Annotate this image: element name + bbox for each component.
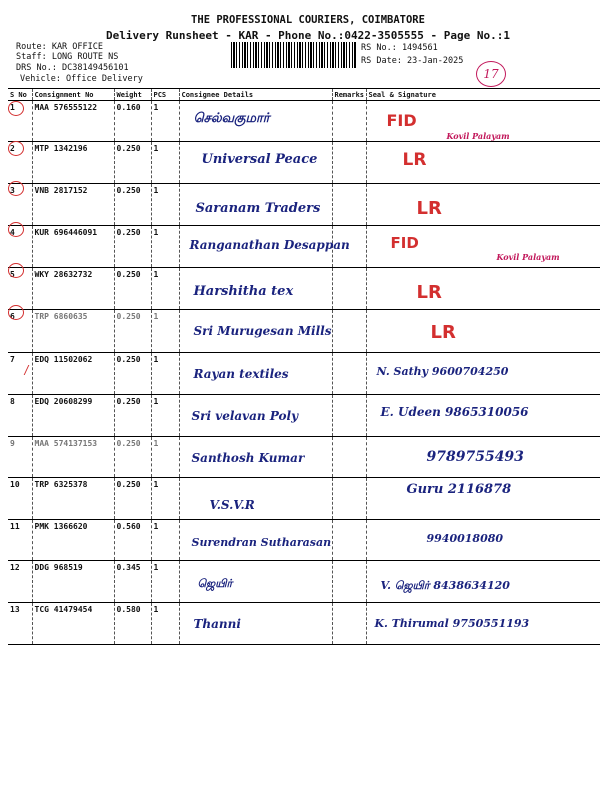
- consignee-handwriting: Surendran Sutharasan: [191, 536, 332, 549]
- col-sno: S No: [8, 89, 32, 101]
- row-pcs: 1: [151, 561, 179, 603]
- row-pcs: 1: [151, 437, 179, 478]
- table-row: [8, 603, 600, 645]
- row-consignee: [179, 353, 332, 395]
- row-seal: [366, 437, 600, 478]
- signature-handwriting: 9789755493: [426, 449, 524, 465]
- row-consignment: DDG 968519: [32, 561, 114, 603]
- runsheet-subtitle: Delivery Runsheet - KAR - Phone No.:0422-3505555 - Page No.:1: [106, 29, 510, 42]
- signature-handwriting: E. Udeen 9865310056: [380, 405, 529, 419]
- red-circle-mark: [8, 101, 24, 116]
- signature-handwriting: V. ஜெயிர் 8438634120: [380, 579, 510, 592]
- row-consignment: EDQ 20608299: [32, 395, 114, 437]
- red-circle-mark: [8, 141, 24, 156]
- row-sno: 9: [8, 437, 32, 478]
- row-consignee: [179, 603, 332, 645]
- row-pcs: 1: [151, 310, 179, 353]
- row-seal: [366, 478, 600, 520]
- row-remarks: [332, 478, 366, 520]
- table-row: [8, 520, 600, 561]
- row-consignment: PMK 1366620: [32, 520, 114, 561]
- drs-number: DRS No.: DC38149456101: [16, 63, 129, 73]
- row-remarks: [332, 437, 366, 478]
- row-weight: 0.250: [114, 353, 151, 395]
- row-weight: 0.580: [114, 603, 151, 645]
- table-header-row: [8, 89, 600, 101]
- table-row: [8, 478, 600, 520]
- route-label: Route: KAR OFFICE: [16, 42, 103, 52]
- row-consignment: TRP 6325378: [32, 478, 114, 520]
- row-seal: [366, 603, 600, 645]
- col-seal: Seal & Signature: [366, 89, 600, 101]
- red-circle-mark: [8, 181, 24, 196]
- row-sno: 2: [8, 142, 32, 184]
- row-sno: 3: [8, 184, 32, 226]
- row-weight: 0.250: [114, 226, 151, 268]
- row-sno: 8: [8, 395, 32, 437]
- table-row: [8, 437, 600, 478]
- row-consignee: [179, 184, 332, 226]
- table-row: [8, 310, 600, 353]
- row-pcs: 1: [151, 478, 179, 520]
- company-title: THE PROFESSIONAL COURIERS, COIMBATORE: [191, 14, 425, 26]
- circled-count: 17: [476, 61, 506, 87]
- row-consignee: [179, 561, 332, 603]
- row-consignee: [179, 268, 332, 310]
- row-pcs: 1: [151, 520, 179, 561]
- row-consignee: [179, 310, 332, 353]
- row-remarks: [332, 101, 366, 142]
- consignee-handwriting: Sri velavan Poly: [191, 409, 299, 423]
- seal-mark: LR: [430, 322, 456, 343]
- consignee-handwriting: V.S.V.R: [209, 498, 255, 512]
- seal-mark: FID: [390, 234, 419, 252]
- consignee-handwriting: Ranganathan Desappan: [189, 238, 350, 252]
- consignee-handwriting: Saranam Traders: [195, 201, 321, 216]
- col-remarks: Remarks: [332, 89, 366, 101]
- red-circle-mark: [8, 305, 24, 320]
- consignee-handwriting: Thanni: [193, 617, 241, 631]
- col-consignee: Consignee Details: [179, 89, 332, 101]
- row-remarks: [332, 268, 366, 310]
- row-consignment: MTP 1342196: [32, 142, 114, 184]
- vehicle-label: Vehicle: Office Delivery: [20, 74, 143, 84]
- row-consignee: [179, 226, 350, 268]
- table-row: [8, 226, 600, 268]
- row-seal: [366, 353, 600, 395]
- row-sno: 13: [8, 603, 32, 645]
- row-seal: [366, 226, 600, 268]
- consignee-handwriting: செல்வகுமார்: [193, 111, 270, 126]
- row-consignee: [179, 520, 332, 561]
- seal-mark: LR: [402, 150, 427, 170]
- row-remarks: [332, 353, 366, 395]
- row-seal: [366, 101, 600, 142]
- row-consignee: [179, 395, 332, 437]
- row-sno: 12: [8, 561, 32, 603]
- signature-handwriting: Guru 2116878: [406, 482, 512, 497]
- consignee-handwriting: Universal Peace: [201, 152, 318, 167]
- col-weight: Weight: [114, 89, 151, 101]
- row-pcs: 1: [151, 142, 179, 184]
- table-row: [8, 395, 600, 437]
- signature-handwriting: K. Thirumal 9750551193: [374, 617, 530, 630]
- consignee-handwriting: Sri Murugesan Mills: [193, 324, 332, 338]
- seal-note: Kovil Palayam: [496, 252, 560, 262]
- row-pcs: 1: [151, 101, 179, 142]
- row-weight: 0.250: [114, 478, 151, 520]
- barcode-image: [231, 42, 357, 68]
- row-remarks: [332, 603, 366, 645]
- row-weight: 0.250: [114, 395, 151, 437]
- row-weight: 0.250: [114, 437, 151, 478]
- row-consignment: EDQ 11502062: [32, 353, 114, 395]
- row-pcs: 1: [151, 603, 179, 645]
- row-sno: 10: [8, 478, 32, 520]
- rs-number: RS No.: 1494561: [361, 43, 438, 53]
- consignee-handwriting: Harshitha tex: [193, 284, 294, 299]
- row-sno: 5: [8, 268, 32, 310]
- row-consignee: [179, 142, 332, 184]
- consignee-handwriting: Rayan textiles: [193, 367, 289, 381]
- row-consignment: MAA 576555122: [32, 101, 114, 142]
- seal-note: Kovil Palayam: [446, 131, 510, 141]
- row-sno: 7: [8, 353, 32, 395]
- row-sno: 1: [8, 101, 32, 142]
- row-consignment: WKY 28632732: [32, 268, 114, 310]
- row-sno: 4: [8, 226, 32, 268]
- row-remarks: [332, 142, 366, 184]
- row-weight: 0.250: [114, 310, 151, 353]
- row-seal: [366, 184, 600, 226]
- table-row: [8, 268, 600, 310]
- seal-mark: FID: [386, 111, 417, 130]
- row-seal: [366, 395, 600, 437]
- row-sno: 6: [8, 310, 32, 353]
- row-pcs: 1: [151, 268, 179, 310]
- seal-mark: LR: [416, 198, 442, 219]
- row-remarks: [332, 184, 366, 226]
- row-sno: 11: [8, 520, 32, 561]
- row-consignment: MAA 574137153: [32, 437, 114, 478]
- runsheet-table: [8, 88, 600, 645]
- row-weight: 0.250: [114, 268, 151, 310]
- signature-handwriting: 9940018080: [426, 532, 504, 545]
- row-remarks: [332, 226, 366, 268]
- row-consignment: VNB 2817152: [32, 184, 114, 226]
- consignee-handwriting: ஜெயிர்: [197, 577, 233, 590]
- row-seal: [366, 561, 600, 603]
- row-weight: 0.250: [114, 142, 151, 184]
- row-consignee: [179, 101, 332, 142]
- row-pcs: 1: [151, 184, 179, 226]
- row-seal: [366, 268, 600, 310]
- row-consignment: TRP 6860635: [32, 310, 114, 353]
- row-weight: 0.160: [114, 101, 151, 142]
- col-consignment: Consignment No: [32, 89, 114, 101]
- seal-mark: LR: [416, 282, 442, 303]
- row-remarks: [332, 520, 366, 561]
- table-row: [8, 561, 600, 603]
- row-pcs: 1: [151, 395, 179, 437]
- table-row: [8, 142, 600, 184]
- row-consignee: [179, 478, 332, 520]
- consignee-handwriting: Santhosh Kumar: [191, 451, 305, 465]
- row-remarks: [332, 395, 366, 437]
- row-seal: [366, 520, 600, 561]
- row-remarks: [332, 310, 366, 353]
- row-weight: 0.250: [114, 184, 151, 226]
- row-weight: 0.345: [114, 561, 151, 603]
- table-row: [8, 184, 600, 226]
- row-pcs: 1: [151, 353, 179, 395]
- col-pcs: PCS: [151, 89, 179, 101]
- row-seal: [366, 310, 600, 353]
- row-weight: 0.560: [114, 520, 151, 561]
- rs-date: RS Date: 23-Jan-2025: [361, 56, 464, 66]
- row-seal: [366, 142, 600, 184]
- signature-handwriting: N. Sathy 9600704250: [376, 365, 509, 378]
- row-remarks: [332, 561, 366, 603]
- row-consignee: [179, 437, 332, 478]
- row-pcs: 1: [151, 226, 179, 268]
- row-consignment: KUR 696446091: [32, 226, 114, 268]
- staff-label: Staff: LONG ROUTE NS: [16, 52, 119, 62]
- row-consignment: TCG 41479454: [32, 603, 114, 645]
- table-row: [8, 101, 600, 142]
- red-circle-mark: [8, 222, 24, 237]
- table-row: [8, 353, 600, 395]
- red-circle-mark: [8, 263, 24, 278]
